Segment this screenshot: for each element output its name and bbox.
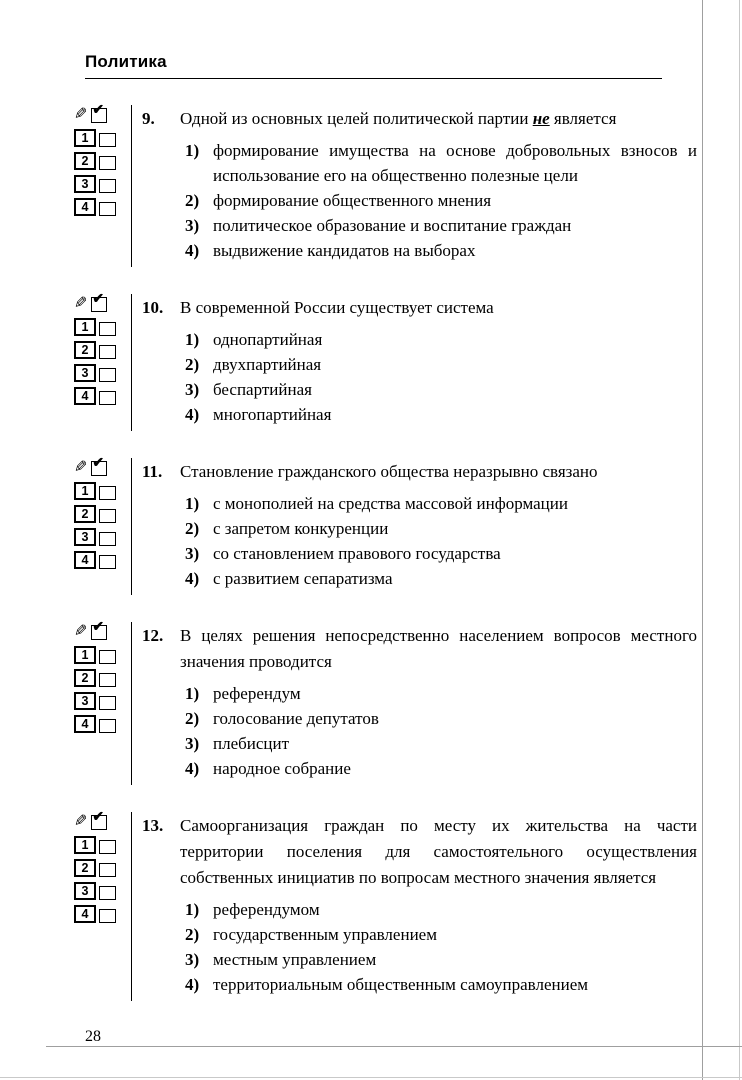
option-number: 3) — [185, 950, 200, 969]
option-number: 4) — [185, 241, 200, 260]
option-row — [185, 681, 697, 706]
option-row — [185, 352, 697, 377]
option-row — [185, 138, 697, 188]
options-list — [185, 327, 697, 427]
answer-checkbox[interactable] — [99, 555, 116, 569]
question-title — [142, 813, 697, 891]
answer-number-box: 2 — [74, 859, 96, 877]
option-number: 4) — [185, 405, 200, 424]
pencil-icon: ✎ — [74, 813, 88, 830]
option-row — [185, 706, 697, 731]
answer-row — [74, 669, 126, 688]
question-text: В целях решения непосредственно населением вопросов местного значения проводится — [180, 626, 697, 671]
answer-number-box: 1 — [74, 836, 96, 854]
page-number: 28 — [85, 1028, 101, 1045]
answer-row — [74, 129, 126, 148]
answer-row — [74, 198, 126, 217]
question-block-9 — [74, 102, 697, 267]
checked-checkbox-icon — [91, 455, 107, 476]
option-row — [185, 947, 697, 972]
check-mark-icon: ✔ — [92, 102, 105, 118]
mark-answer-legend — [74, 455, 126, 478]
option-text: выдвижение кандидатов на выборах — [213, 241, 476, 260]
answer-checkbox[interactable] — [99, 840, 116, 854]
option-text: территориальным общественным самоуправлением — [213, 975, 588, 994]
check-mark-icon: ✔ — [92, 809, 105, 825]
answer-checkbox[interactable] — [99, 650, 116, 664]
option-number: 2) — [185, 925, 200, 944]
answer-number-box: 3 — [74, 692, 96, 710]
answer-panel — [74, 291, 126, 431]
answer-checkbox[interactable] — [99, 886, 116, 900]
check-mark-icon: ✔ — [92, 455, 105, 471]
answer-checkbox[interactable] — [99, 719, 116, 733]
answer-checkbox[interactable] — [99, 345, 116, 359]
option-row — [185, 402, 697, 427]
option-number: 1) — [185, 330, 200, 349]
page-edge-vertical-line — [702, 0, 703, 1080]
option-text: плебисцит — [213, 734, 290, 753]
option-number: 4) — [185, 975, 200, 994]
checked-checkbox-icon — [91, 291, 107, 312]
answer-number-box: 3 — [74, 882, 96, 900]
question-block-13 — [74, 809, 697, 1001]
option-row — [185, 188, 697, 213]
answer-checkbox[interactable] — [99, 156, 116, 170]
answer-row — [74, 152, 126, 171]
answer-number-box: 4 — [74, 387, 96, 405]
answer-number-box: 1 — [74, 129, 96, 147]
options-list — [185, 681, 697, 781]
question-text-part: Одной из основных целей политической партии — [180, 109, 533, 128]
option-text: государственным управлением — [213, 925, 437, 944]
option-number: 3) — [185, 544, 200, 563]
option-row — [185, 327, 697, 352]
pencil-icon: ✎ — [74, 295, 88, 312]
page-edge-horizontal-outer — [0, 1077, 742, 1078]
answer-row — [74, 175, 126, 194]
answer-row — [74, 551, 126, 570]
answer-number-box: 3 — [74, 364, 96, 382]
answer-row — [74, 859, 126, 878]
question-content — [131, 294, 697, 431]
answer-checkbox[interactable] — [99, 909, 116, 923]
option-text: с запретом конкуренции — [213, 519, 389, 538]
answer-row — [74, 364, 126, 383]
question-block-11 — [74, 455, 697, 595]
options-list — [185, 138, 697, 263]
answer-number-box: 1 — [74, 482, 96, 500]
answer-row — [74, 715, 126, 734]
answer-row — [74, 318, 126, 337]
option-text: однопартийная — [213, 330, 323, 349]
answer-number-box: 2 — [74, 669, 96, 687]
question-title — [142, 295, 697, 321]
pencil-icon: ✎ — [74, 106, 88, 123]
answer-checkbox[interactable] — [99, 133, 116, 147]
option-row — [185, 972, 697, 997]
question-text-part: является — [549, 109, 617, 128]
question-text — [180, 106, 697, 132]
header-rule — [85, 78, 662, 79]
answer-checkbox[interactable] — [99, 391, 116, 405]
option-row — [185, 897, 697, 922]
checked-checkbox-icon — [91, 809, 107, 830]
question-title — [142, 106, 697, 132]
option-text: многопартийная — [213, 405, 332, 424]
mark-answer-legend — [74, 102, 126, 125]
option-row — [185, 922, 697, 947]
option-text: референдум — [213, 684, 301, 703]
option-number: 4) — [185, 759, 200, 778]
question-number: 13. — [142, 816, 164, 835]
option-row — [185, 377, 697, 402]
question-content — [131, 812, 697, 1001]
options-list — [185, 897, 697, 997]
question-number: 11. — [142, 462, 163, 481]
option-number: 3) — [185, 216, 200, 235]
answer-checkbox[interactable] — [99, 863, 116, 877]
answer-number-box: 4 — [74, 715, 96, 733]
answer-number-box: 1 — [74, 318, 96, 336]
option-text: формирование общественного мнения — [213, 191, 492, 210]
option-text: формирование имущества на основе добровольных взносов и использование его на общественно полезные цели — [213, 141, 697, 185]
question-text: Становление гражданского общества неразрывно связано — [180, 462, 598, 481]
question-block-12 — [74, 619, 697, 785]
answer-number-box: 4 — [74, 551, 96, 569]
option-text: политическое образование и воспитание граждан — [213, 216, 572, 235]
answer-row — [74, 387, 126, 406]
answer-panel — [74, 809, 126, 1001]
option-number: 1) — [185, 141, 200, 160]
answer-row — [74, 528, 126, 547]
answer-checkbox[interactable] — [99, 486, 116, 500]
question-number: 9. — [142, 109, 155, 128]
option-number: 2) — [185, 519, 200, 538]
answer-row — [74, 341, 126, 360]
mark-answer-legend — [74, 291, 126, 314]
checked-checkbox-icon — [91, 102, 107, 123]
answer-number-box: 2 — [74, 152, 96, 170]
option-text: со становлением правового государства — [213, 544, 501, 563]
answer-row — [74, 882, 126, 901]
option-number: 1) — [185, 684, 200, 703]
question-content — [131, 458, 697, 595]
option-row — [185, 756, 697, 781]
question-number: 10. — [142, 298, 164, 317]
question-text: Самоорганизация граждан по месту их жительства на части территории поселения для самостоятельного осуществления собственных инициатив по вопросам местного значения является — [180, 816, 697, 887]
answer-row — [74, 646, 126, 665]
answer-row — [74, 905, 126, 924]
answer-number-box: 1 — [74, 646, 96, 664]
page-edge-vertical-outer — [739, 0, 740, 1080]
question-title — [142, 623, 697, 675]
option-number: 2) — [185, 355, 200, 374]
question-number: 12. — [142, 626, 164, 645]
answer-number-box: 3 — [74, 175, 96, 193]
option-number: 2) — [185, 709, 200, 728]
answer-number-box: 2 — [74, 341, 96, 359]
option-row — [185, 491, 697, 516]
question-content — [131, 622, 697, 785]
page-edge-horizontal-line — [46, 1046, 742, 1047]
option-row — [185, 238, 697, 263]
checked-checkbox-icon — [91, 619, 107, 640]
question-emphasis: не — [532, 109, 550, 128]
answer-checkbox[interactable] — [99, 509, 116, 523]
option-number: 3) — [185, 380, 200, 399]
option-text: двухпартийная — [213, 355, 322, 374]
answer-checkbox[interactable] — [99, 368, 116, 382]
option-text: голосование депутатов — [213, 709, 379, 728]
mark-answer-legend — [74, 619, 126, 642]
option-text: с монополией на средства массовой информации — [213, 494, 568, 513]
answer-panel — [74, 102, 126, 267]
pencil-icon: ✎ — [74, 623, 88, 640]
question-block-10 — [74, 291, 697, 431]
pencil-icon: ✎ — [74, 459, 88, 476]
option-text: народное собрание — [213, 759, 351, 778]
answer-number-box: 2 — [74, 505, 96, 523]
question-title — [142, 459, 697, 485]
question-text: В современной России существует система — [180, 298, 494, 317]
option-number: 1) — [185, 900, 200, 919]
option-text: местным управлением — [213, 950, 377, 969]
option-text: референдумом — [213, 900, 320, 919]
answer-number-box: 3 — [74, 528, 96, 546]
options-list — [185, 491, 697, 591]
option-row — [185, 213, 697, 238]
option-row — [185, 516, 697, 541]
option-number: 4) — [185, 569, 200, 588]
answer-checkbox[interactable] — [99, 179, 116, 193]
option-text: беспартийная — [213, 380, 312, 399]
answer-row — [74, 505, 126, 524]
option-text: с развитием сепаратизма — [213, 569, 393, 588]
option-row — [185, 541, 697, 566]
answer-checkbox[interactable] — [99, 322, 116, 336]
option-number: 2) — [185, 191, 200, 210]
answer-checkbox[interactable] — [99, 202, 116, 216]
answer-panel — [74, 455, 126, 595]
answer-panel — [74, 619, 126, 785]
option-row — [185, 731, 697, 756]
mark-answer-legend — [74, 809, 126, 832]
answer-row — [74, 482, 126, 501]
question-content — [131, 105, 697, 267]
option-row — [185, 566, 697, 591]
answer-checkbox[interactable] — [99, 532, 116, 546]
check-mark-icon: ✔ — [92, 619, 105, 635]
answer-number-box: 4 — [74, 905, 96, 923]
answer-row — [74, 836, 126, 855]
page-title: Политика — [85, 52, 167, 71]
answer-checkbox[interactable] — [99, 673, 116, 687]
check-mark-icon: ✔ — [92, 291, 105, 307]
option-number: 1) — [185, 494, 200, 513]
answer-number-box: 4 — [74, 198, 96, 216]
answer-checkbox[interactable] — [99, 696, 116, 710]
option-number: 3) — [185, 734, 200, 753]
answer-row — [74, 692, 126, 711]
